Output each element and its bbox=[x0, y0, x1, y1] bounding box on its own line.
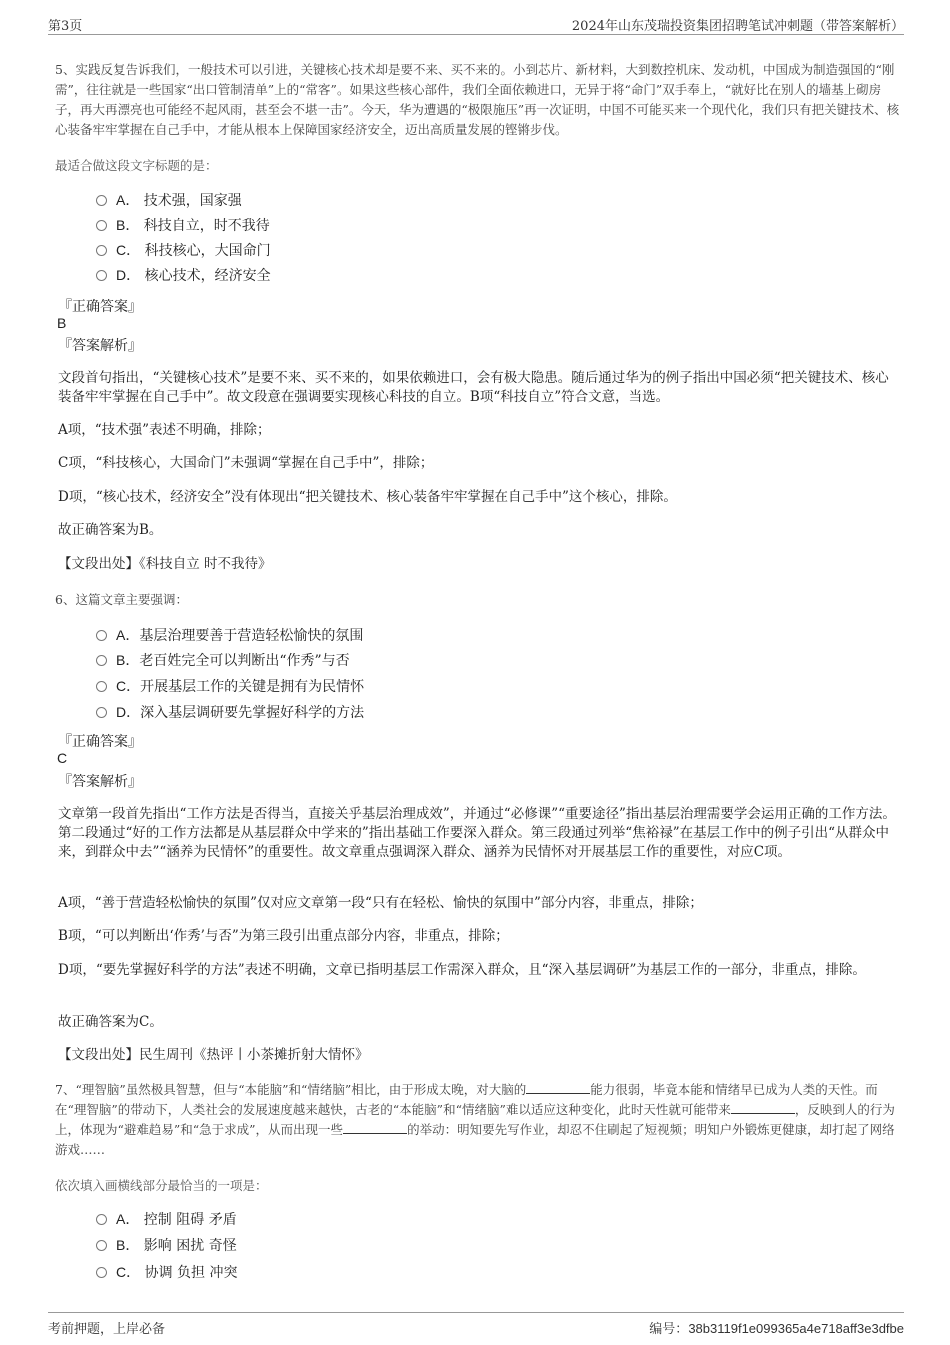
footer-slogan: 考前押题，上岸必备 bbox=[48, 1322, 166, 1337]
q5-option-d[interactable]: D． 核心技术，经济安全 bbox=[96, 265, 271, 285]
q6-answer: C bbox=[57, 750, 68, 766]
q6-answer-label: 『正确答案』 bbox=[58, 734, 142, 750]
fill-blank-2[interactable] bbox=[731, 1101, 795, 1114]
page-footer bbox=[48, 1312, 904, 1337]
q5-analysis-p2: A项，“技术强”表述不明确，排除； bbox=[58, 422, 271, 438]
document-code: 编号：38b3119f1e099365a4e718aff3e3dfbe bbox=[649, 1321, 904, 1337]
q7-option-b[interactable]: B． 影响 困扰 奇怪 bbox=[96, 1235, 237, 1255]
page-header bbox=[48, 12, 904, 35]
question-5-stem: 5、实践反复告诉我们，一般技术可以引进，关键核心技术却是要不来、买不来的。小到芯片、新材料，大到数控机床、发动机，中国成为制造强国的“刚需”，往往就是一些国家“出口管制清单”上的“常客”。如果这些核心部件，我们全面依赖进口，无异于将“命门”双手奉上，“就好比在别人的墙基上砌房子，再大再漂亮也可能经不起风雨，甚至会不堪一击”。今天，华为遭遇的“极限施压”再一次证明，中国不可能买来一个现代化，我们只有把关键技术、核心装备牢牢掌握在自己手中，才能从根本上保障国家经济安全，迈出高质量发展的铿锵步伐。 bbox=[55, 62, 900, 137]
page-number: 第3页 bbox=[48, 19, 83, 34]
radio-icon[interactable] bbox=[96, 195, 107, 206]
q7-option-c[interactable]: C． 协调 负担 冲突 bbox=[96, 1262, 237, 1282]
q5-analysis-label: 『答案解析』 bbox=[58, 338, 142, 354]
radio-icon[interactable] bbox=[96, 1240, 107, 1251]
fill-blank-3[interactable] bbox=[343, 1121, 407, 1134]
q5-analysis-p4: D项，“核心技术，经济安全”没有体现出“把关键技术、核心装备牢牢掌握在自己手中”这个核心，排除。 bbox=[58, 489, 677, 505]
q5-analysis-p5: 故正确答案为B。 bbox=[58, 522, 163, 538]
q7-option-a[interactable]: A． 控制 阻碍 矛盾 bbox=[96, 1209, 237, 1229]
question-7-prompt: 依次填入画横线部分最恰当的一项是： bbox=[55, 1178, 268, 1193]
q6-analysis-p5: 故正确答案为C。 bbox=[58, 1014, 163, 1030]
q5-option-b[interactable]: B． 科技自立，时不我待 bbox=[96, 215, 270, 235]
radio-icon[interactable] bbox=[96, 630, 107, 641]
radio-icon[interactable] bbox=[96, 655, 107, 666]
radio-icon[interactable] bbox=[96, 1267, 107, 1278]
question-6-stem: 6、这篇文章主要强调： bbox=[55, 592, 188, 607]
radio-icon[interactable] bbox=[96, 1214, 107, 1225]
q6-analysis-label: 『答案解析』 bbox=[58, 774, 142, 790]
q6-analysis-p2: A项，“善于营造轻松愉快的氛围”仅对应文章第一段“只有在轻松、愉快的氛围中”部分内容，非重点，排除； bbox=[58, 895, 703, 911]
q6-option-b[interactable]: B．老百姓完全可以判断出“作秀”与否 bbox=[96, 650, 350, 670]
q6-analysis-p4: D项，“要先掌握好科学的方法”表述不明确，文章已指明基层工作需深入群众，且“深入基层调研”为基层工作的一部分，非重点，排除。 bbox=[58, 962, 866, 978]
radio-icon[interactable] bbox=[96, 245, 107, 256]
question-7-stem: 7、“理智脑”虽然极具智慧，但与“本能脑”和“情绪脑”相比，由于形成太晚，对大脑的 能力很弱，毕竟本能和情绪早已成为人类的天性。而在“理智脑”的带动下，人类社会的发展速度越来越快，古老的“本能脑”和“情绪脑”难以适应这种变化，此时天性就可能带来 ，反映到人的行为上，体现为“避难趋易”和“急于求成”，从而出现一些 的举动：明知要先写作业，却忍不住刷起了短视频；明知户外锻炼更健康，却打起了网络游戏…… bbox=[55, 1082, 895, 1157]
q5-option-c[interactable]: C． 科技核心，大国命门 bbox=[96, 240, 271, 260]
radio-icon[interactable] bbox=[96, 681, 107, 692]
q5-answer: B bbox=[57, 315, 67, 331]
document-title: 2024年山东茂瑞投资集团招聘笔试冲刺题（带答案解析） bbox=[571, 19, 904, 34]
q6-source: 【文段出处】民生周刊《热评丨小茶摊折射大情怀》 bbox=[58, 1047, 369, 1063]
q6-analysis-p1: 文章第一段首先指出“工作方法是否得当，直接关乎基层治理成效”，并通过“必修课”“重要途径”指出基层治理需要学会运用正确的工作方法。第二段通过“好的工作方法都是从基层群众中学来的”指出基础工作要深入群众。第三段通过列举“焦裕禄”在基层工作中的例子引出“从群众中来，到群众中去”“涵养为民情怀”的重要性。故文章重点强调深入群众、涵养为民情怀对开展基层工作的重要性，对应C项。 bbox=[58, 806, 896, 860]
q5-source: 【文段出处】《科技自立 时不我待》 bbox=[58, 556, 272, 572]
q5-analysis-p1: 文段首句指出，“关键核心技术”是要不来、买不来的，如果依赖进口，会有极大隐患。随后通过华为的例子指出中国必须“把关键技术、核心装备牢牢掌握在自己手中”。故文段意在强调要实现核心科技的自立。B项“科技自立”符合文意，当选。 bbox=[58, 370, 889, 405]
radio-icon[interactable] bbox=[96, 270, 107, 281]
q6-option-c[interactable]: C．开展基层工作的关键是拥有为民情怀 bbox=[96, 676, 364, 696]
q6-option-a[interactable]: A．基层治理要善于营造轻松愉快的氛围 bbox=[96, 625, 363, 645]
q5-answer-label: 『正确答案』 bbox=[58, 299, 142, 315]
radio-icon[interactable] bbox=[96, 707, 107, 718]
question-5-prompt: 最适合做这段文字标题的是： bbox=[55, 158, 218, 173]
q6-option-d[interactable]: D．深入基层调研要先掌握好科学的方法 bbox=[96, 702, 364, 722]
q6-analysis-p3: B项，“可以判断出‘作秀’与否”为第三段引出重点部分内容，非重点，排除； bbox=[58, 928, 509, 944]
q5-analysis-p3: C项，“科技核心，大国命门”未强调“掌握在自己手中”，排除； bbox=[58, 455, 434, 471]
radio-icon[interactable] bbox=[96, 220, 107, 231]
q5-option-a[interactable]: A． 技术强，国家强 bbox=[96, 190, 242, 210]
fill-blank-1[interactable] bbox=[526, 1081, 590, 1094]
